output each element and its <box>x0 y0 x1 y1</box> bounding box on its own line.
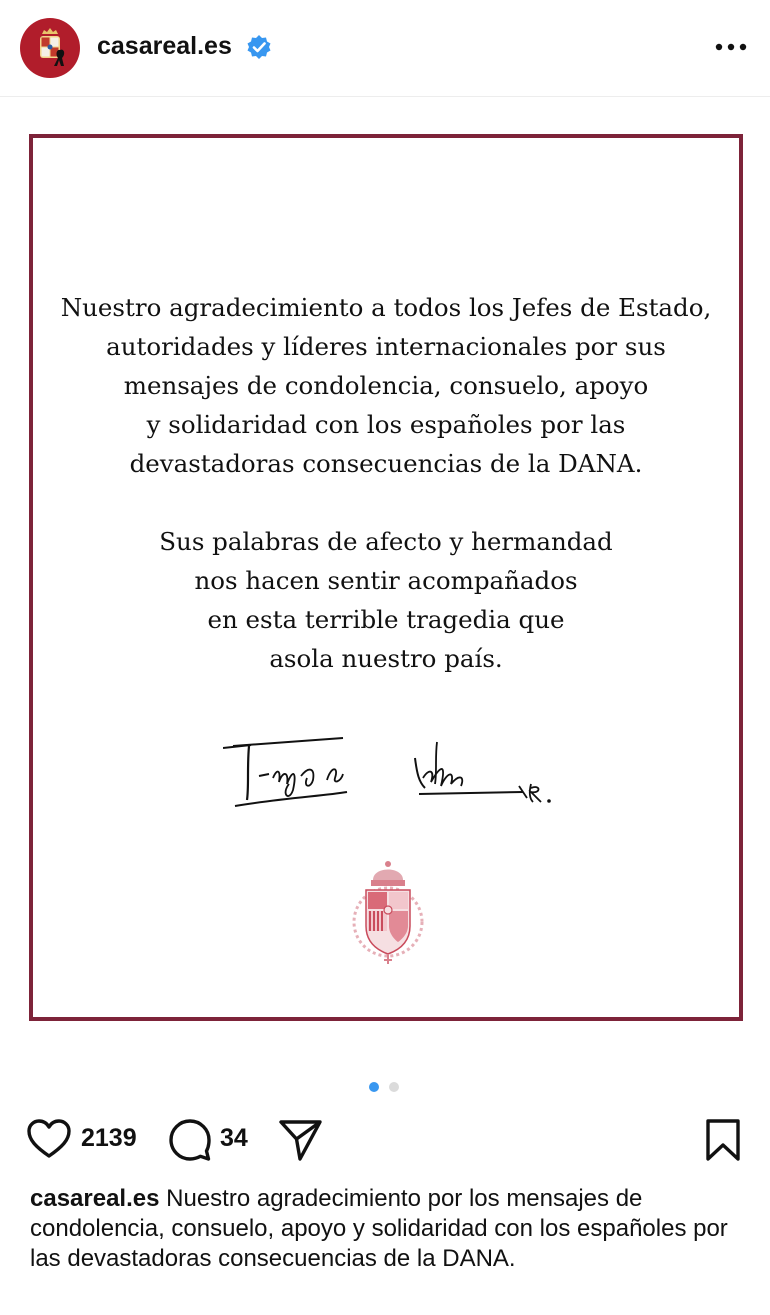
royal-signatures <box>223 728 563 818</box>
letter-paragraph-1: Nuestro agradecimiento a todos los Jefes de Estado, autoridades y líderes internacionales por sus mensajes de condolencia, consuelo, apoyo y solidaridad con los españoles por las devastadoras consecuencias de la DANA. <box>60 293 712 478</box>
caption-text: Nuestro agradecimiento por los mensajes de condolencia, consuelo, apoyo y solidaridad con los españoles por las devastadoras consecuencias de la DANA. <box>30 1185 728 1272</box>
post-header <box>0 0 770 97</box>
more-options-icon[interactable] <box>712 34 752 60</box>
carousel-dot <box>389 1082 399 1092</box>
comment-icon[interactable] <box>168 1118 212 1162</box>
letter-text <box>33 288 739 678</box>
royal-emblem-icon <box>351 858 425 968</box>
share-icon[interactable] <box>278 1118 324 1162</box>
comment-count[interactable]: 34 <box>220 1124 248 1152</box>
letter-paragraph-2: Sus palabras de afecto y hermandad nos hacen sentir acompañados en esta terrible tragedia que asola nuestro país. <box>159 527 613 673</box>
caption-username[interactable]: casareal.es <box>30 1185 160 1212</box>
post-image[interactable] <box>0 97 770 1059</box>
letter-frame <box>29 134 743 1021</box>
carousel-indicator <box>369 1082 403 1092</box>
heart-icon[interactable] <box>26 1118 72 1160</box>
carousel-dot-active <box>369 1082 379 1092</box>
crest-icon <box>20 18 80 78</box>
like-count[interactable]: 2139 <box>81 1124 137 1152</box>
action-bar <box>0 1112 770 1164</box>
post-caption <box>30 1184 740 1274</box>
bookmark-icon[interactable] <box>704 1118 742 1162</box>
username[interactable]: casareal.es <box>97 32 232 60</box>
avatar[interactable] <box>20 18 80 78</box>
verified-badge-icon <box>246 34 272 60</box>
